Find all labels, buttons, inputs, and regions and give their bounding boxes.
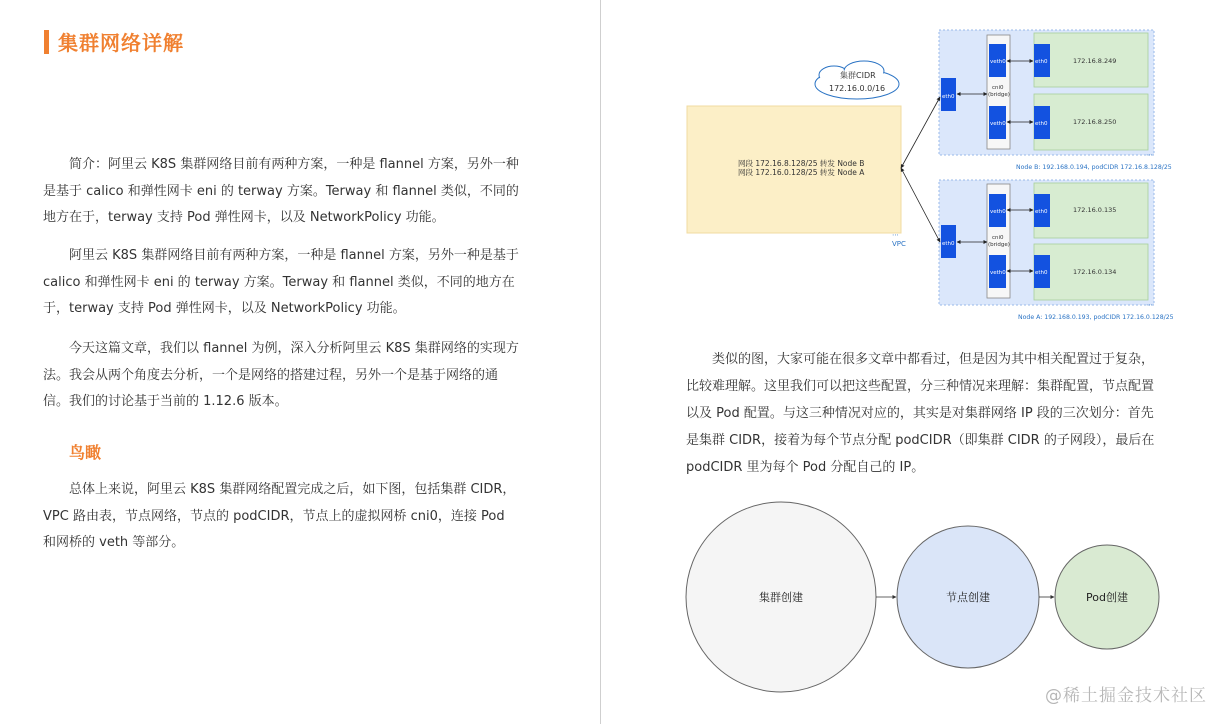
paragraph-2: 阿里云 K8S 集群网络目前有两种方案，一种是 flannel 方案，另外一种是基于 calico 和弹性网卡 eni 的 terway 方案。Terway 和 flannel 类似，不同的地方在于，terway 支持 Pod 弹性网卡，以及 NetworkPolicy 功能。 — [43, 248, 519, 316]
section-heading: 鸟瞰 — [69, 443, 102, 462]
node-b-pod-2-ip: 172.16.8.250 — [1073, 118, 1117, 126]
route-line-1: 网段 172.16.8.128/25 转发 Node B — [738, 159, 865, 168]
paragraph-3: 今天这篇文章，我们以 flannel 为例，深入分析阿里云 K8S 集群网络的实现方法。我会从两个角度去分析，一个是网络的搭建过程，另外一个是基于网络的通信。我们的讨论基于当前的 1.12.6 版本。 — [43, 341, 519, 409]
node-a-bridge-label: (bridge) — [988, 242, 1010, 248]
creation-flow-diagram — [0, 490, 1221, 700]
node-a-label: Node A: 192.168.0.193, podCIDR 172.16.0.128/25 — [1018, 314, 1174, 321]
node-b-cni0-label: cni0 — [992, 85, 1004, 91]
node-a-cni0-label: cni0 — [992, 235, 1004, 241]
node-b-link-icon: ⋯ — [1146, 151, 1153, 159]
node-a-pod-2-eth0-label: eth0 — [1035, 270, 1048, 276]
node-b-veth0-1-label: veth0 — [990, 59, 1006, 65]
node-create-label: 节点创建 — [946, 591, 990, 604]
cloud-label-1: 集群CIDR — [840, 71, 876, 80]
cluster-create-label: 集群创建 — [759, 591, 803, 604]
node-b-bridge-label: (bridge) — [988, 92, 1010, 98]
node-b-pod-1-ip: 172.16.8.249 — [1073, 57, 1117, 65]
node-a-eth0-label: eth0 — [942, 241, 955, 247]
node-a-link-icon: ⋯ — [1146, 301, 1153, 309]
node-b-pod-2-eth0-label: eth0 — [1035, 121, 1048, 127]
cluster-cidr-cloud — [815, 61, 899, 99]
watermark: @稀土掘金技术社区 — [1045, 686, 1207, 706]
node-a-pod-2-ip: 172.16.0.134 — [1073, 268, 1117, 276]
paragraph-4: 总体上来说，阿里云 K8S 集群网络配置完成之后，如下图，包括集群 CIDR，VPC 路由表，节点网络，节点的 podCIDR，节点上的虚拟网桥 cni0，连接 Pod 和网桥的 veth 等部分。 — [43, 482, 516, 550]
route-line-2: 网段 172.16.0.128/25 转发 Node A — [738, 168, 865, 177]
node-a-pod-1-eth0-label: eth0 — [1035, 209, 1048, 215]
node-b-label: Node B: 192.168.0.194, podCIDR 172.16.8.128/25 — [1016, 164, 1172, 171]
node-a-veth0-2-label: veth0 — [990, 270, 1006, 276]
cloud-label-2: 172.16.0.0/16 — [829, 84, 886, 93]
vpc-link-icon: ⋯ — [892, 231, 899, 239]
node-b-veth0-2-label: veth0 — [990, 121, 1006, 127]
node-a-pod-1-ip: 172.16.0.135 — [1073, 206, 1117, 214]
node-b-eth0-label: eth0 — [942, 94, 955, 100]
node-b-pod-1-eth0-label: eth0 — [1035, 59, 1048, 65]
intro-paragraph: 简介：阿里云 K8S 集群网络目前有两种方案，一种是 flannel 方案，另外一种是基于 calico 和弹性网卡 eni 的 terway 方案。Terway 和 flannel 类似，不同的地方在于，terway 支持 Pod 弹性网卡，以及 NetworkPolicy 功能。 — [43, 157, 519, 225]
pod-create-label: Pod创建 — [1086, 591, 1128, 604]
page-title: 集群网络详解 — [58, 31, 184, 55]
vpc-label: VPC — [892, 240, 906, 248]
node-a-veth0-1-label: veth0 — [990, 209, 1006, 215]
right-paragraph: 类似的图，大家可能在很多文章中都看过，但是因为其中相关配置过于复杂，比较难理解。这里我们可以把这些配置，分三种情况来理解：集群配置，节点配置以及 Pod 配置。与这三种情况对应的，其实是对集群网络 IP 段的三次划分：首先是集群 CIDR，接着为每个节点分配 podCIDR（即集群 CIDR 的子网段），最后在 podCIDR 里为每个 Pod 分配自己的 IP。 — [686, 352, 1155, 475]
network-diagram — [0, 0, 1221, 330]
